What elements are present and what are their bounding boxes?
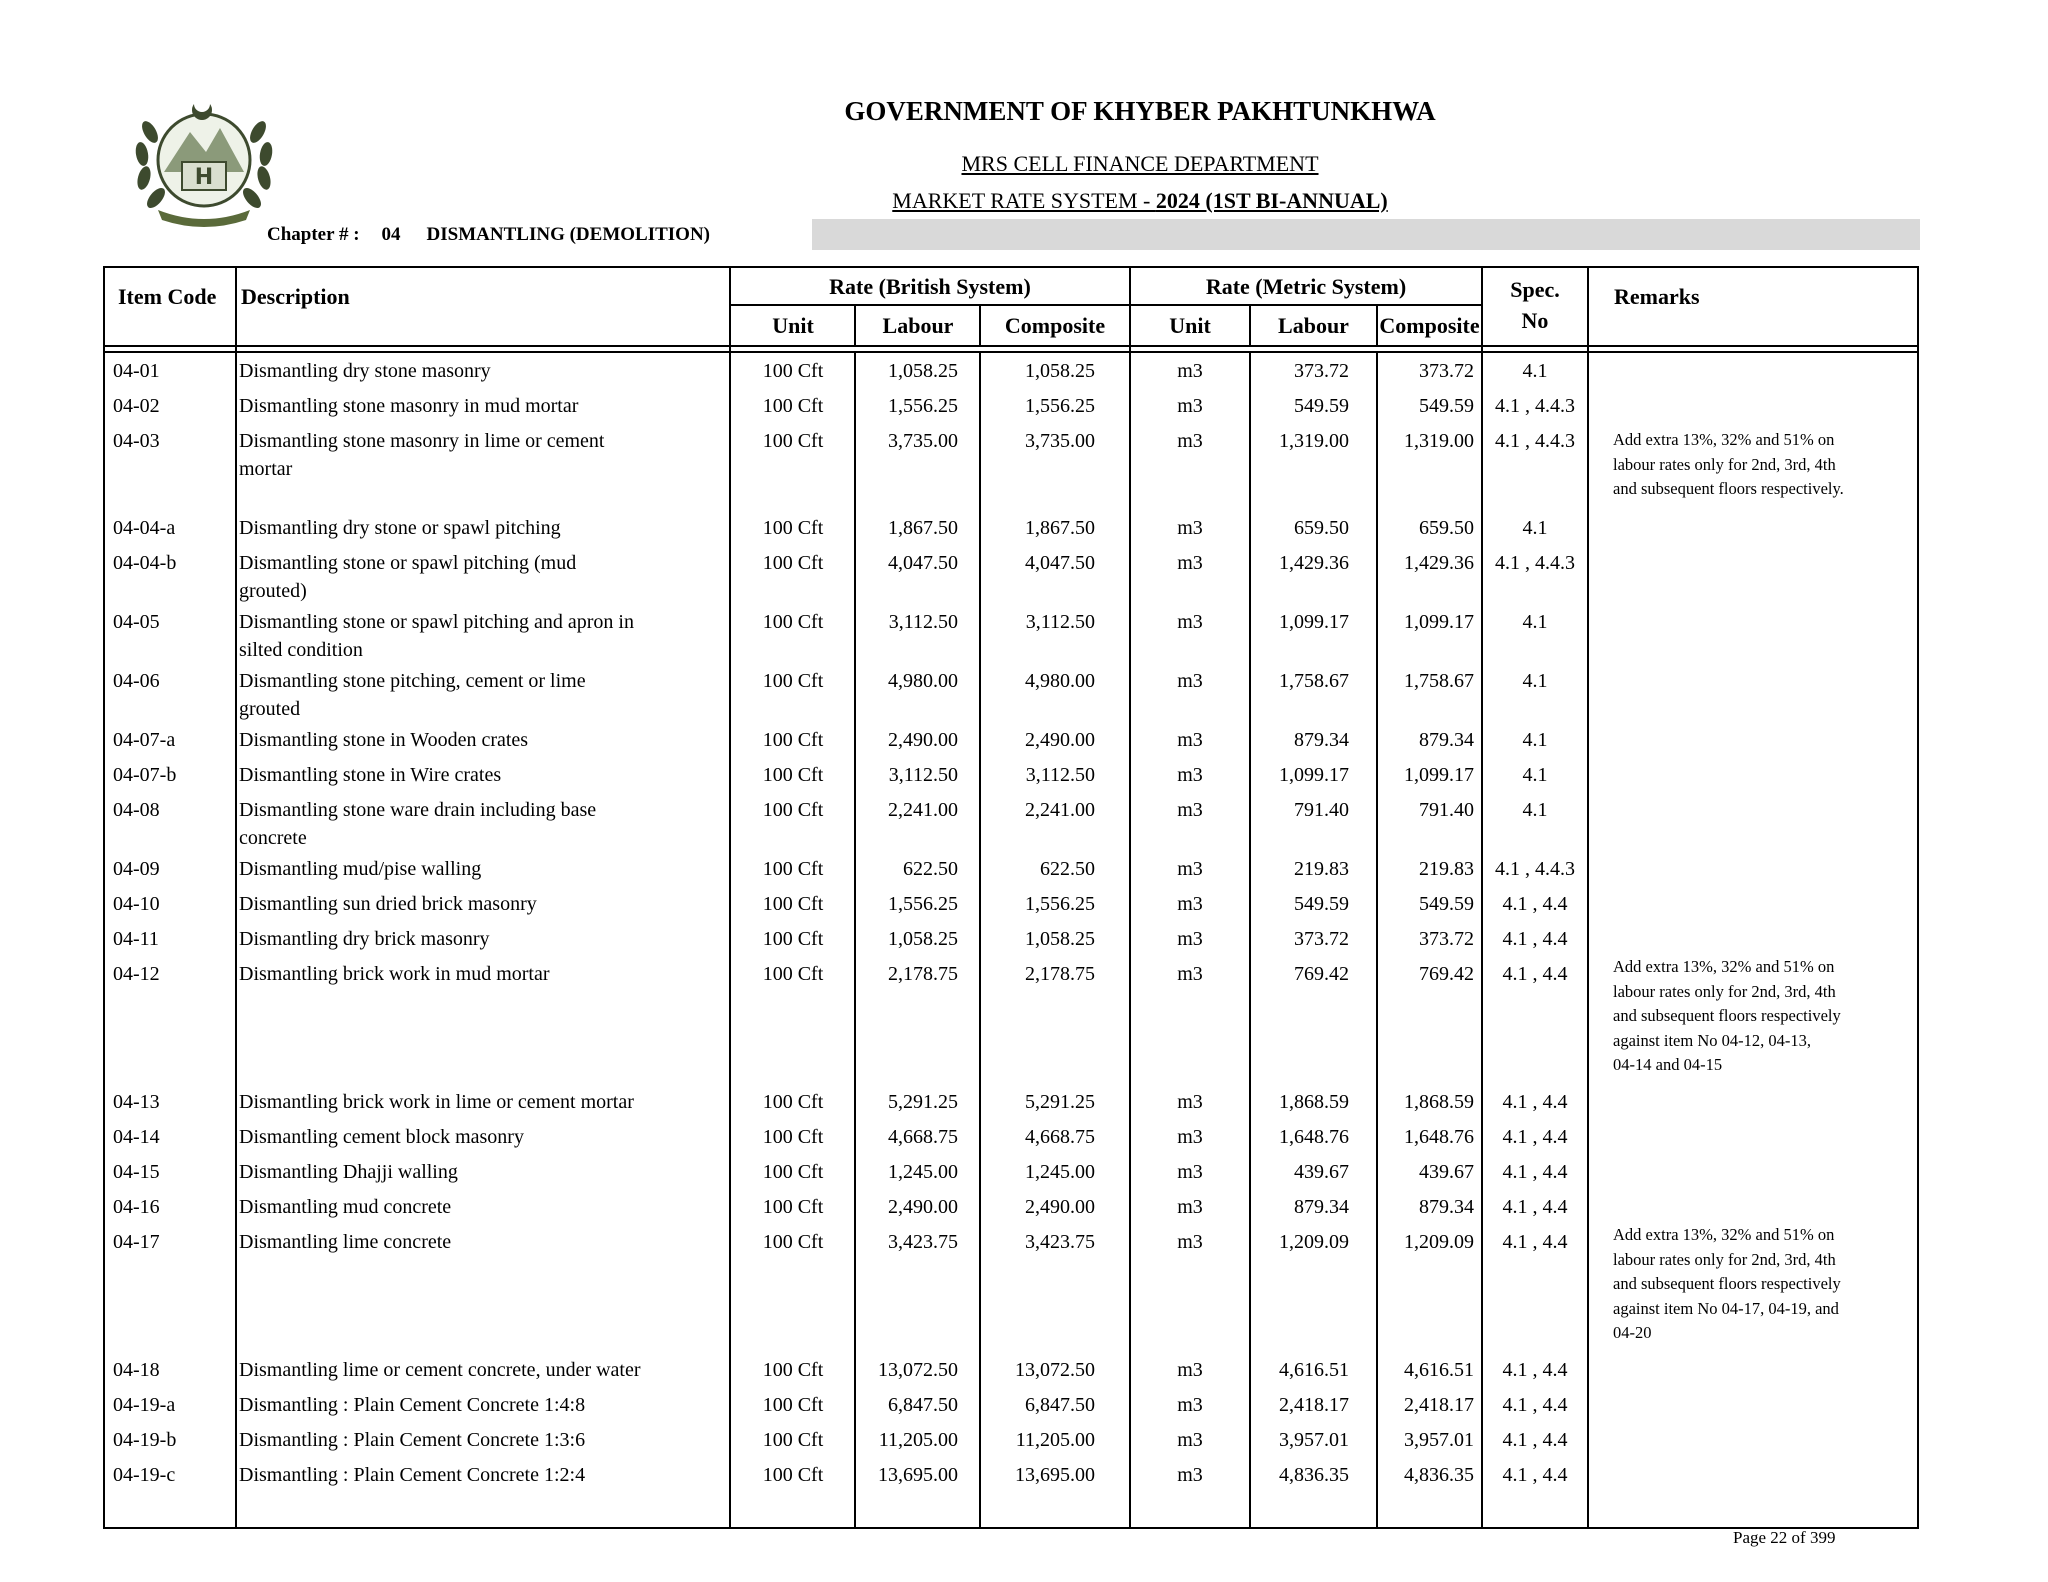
cell-b-labour: 1,556.25: [888, 395, 958, 417]
cell-m-labour: 1,209.09: [1279, 1231, 1349, 1253]
header-description: Description: [241, 284, 350, 309]
cell-code: 04-05: [113, 611, 160, 633]
cell-b-comp: 4,047.50: [1025, 552, 1095, 574]
cell-code: 04-04-a: [113, 517, 176, 539]
cell-m-unit: m3: [1177, 799, 1203, 821]
cell-m-labour: 4,836.35: [1279, 1464, 1349, 1486]
cell-desc: Dismantling stone ware drain including base concrete: [239, 799, 597, 849]
cell-desc: Dismantling sun dried brick masonry: [239, 893, 537, 915]
cell-m-comp: 3,957.01: [1404, 1429, 1474, 1451]
cell-code: 04-15: [113, 1161, 160, 1183]
remark-floors-3: Add extra 13%, 32% and 51% on labour rates only for 2nd, 3rd, 4th and subsequent floors respectively against item No 04-17, 04-19, and 04-20: [1613, 1225, 1841, 1343]
cell-m-comp: 373.72: [1419, 928, 1474, 950]
cell-b-unit: 100 Cft: [762, 1429, 824, 1451]
cell-m-unit: m3: [1177, 893, 1203, 915]
cell-m-comp: 549.59: [1419, 395, 1474, 417]
cell-b-unit: 100 Cft: [762, 729, 824, 751]
cell-b-comp: 3,423.75: [1025, 1231, 1095, 1253]
cell-b-unit: 100 Cft: [762, 1231, 824, 1253]
cell-desc: Dismantling brick work in lime or cement mortar: [239, 1091, 634, 1113]
cell-b-comp: 4,980.00: [1025, 670, 1095, 692]
cell-b-comp: 2,241.00: [1025, 799, 1095, 821]
cell-m-unit: m3: [1177, 430, 1203, 452]
cell-b-labour: 4,980.00: [888, 670, 958, 692]
cell-b-labour: 1,556.25: [888, 893, 958, 915]
cell-desc: Dismantling : Plain Cement Concrete 1:2:4: [239, 1464, 586, 1486]
cell-b-comp: 1,556.25: [1025, 893, 1095, 915]
cell-desc: Dismantling dry brick masonry: [239, 928, 490, 950]
cell-b-labour: 2,490.00: [888, 1196, 958, 1218]
cell-desc: Dismantling stone in Wire crates: [239, 764, 502, 786]
cell-b-unit: 100 Cft: [762, 552, 824, 574]
cell-code: 04-14: [113, 1126, 160, 1148]
cell-m-comp: 1,319.00: [1404, 430, 1474, 452]
cell-b-comp: 2,490.00: [1025, 729, 1095, 751]
cell-b-comp: 1,058.25: [1025, 360, 1095, 382]
cell-desc: Dismantling lime concrete: [239, 1231, 452, 1253]
cell-b-labour: 5,291.25: [888, 1091, 958, 1113]
cell-spec: 4.1 , 4.4: [1502, 1161, 1568, 1183]
cell-desc: Dismantling stone or spawl pitching and apron in silted condition: [239, 611, 634, 661]
cell-spec: 4.1 , 4.4: [1502, 963, 1568, 985]
cell-b-comp: 5,291.25: [1025, 1091, 1095, 1113]
cell-desc: Dismantling stone masonry in mud mortar: [239, 395, 579, 417]
cell-b-labour: 13,072.50: [878, 1359, 958, 1381]
cell-b-labour: 622.50: [903, 858, 958, 880]
cell-m-comp: 879.34: [1419, 729, 1474, 751]
cell-m-comp: 659.50: [1419, 517, 1474, 539]
remark-floors-2: Add extra 13%, 32% and 51% on labour rates only for 2nd, 3rd, 4th and subsequent floors respectively against item No 04-12, 04-13, 04-14 and 04-15: [1613, 957, 1841, 1075]
cell-m-unit: m3: [1177, 1394, 1203, 1416]
cell-spec: 4.1 , 4.4: [1502, 1394, 1568, 1416]
chapter-bar: [812, 219, 1920, 250]
cell-desc: Dismantling stone masonry in lime or cement mortar: [239, 430, 605, 480]
cell-spec: 4.1 , 4.4: [1502, 1126, 1568, 1148]
cell-spec: 4.1 , 4.4: [1502, 1231, 1568, 1253]
cell-code: 04-04-b: [113, 552, 177, 574]
cell-code: 04-13: [113, 1091, 160, 1113]
cell-spec: 4.1: [1522, 729, 1548, 751]
header-item-code: Item Code: [118, 284, 217, 309]
cell-b-labour: 3,112.50: [888, 611, 958, 633]
cell-m-comp: 1,429.36: [1404, 552, 1474, 574]
cell-m-unit: m3: [1177, 1231, 1203, 1253]
cell-m-labour: 1,868.59: [1279, 1091, 1349, 1113]
cell-spec: 4.1: [1522, 799, 1548, 821]
cell-code: 04-09: [113, 858, 160, 880]
cell-code: 04-01: [113, 360, 160, 382]
cell-code: 04-10: [113, 893, 160, 915]
cell-spec: 4.1 , 4.4.3: [1495, 430, 1575, 452]
cell-m-comp: 373.72: [1419, 360, 1474, 382]
cell-b-unit: 100 Cft: [762, 963, 824, 985]
header-metric-unit: Unit: [1169, 313, 1211, 338]
cell-m-labour: 373.72: [1294, 360, 1349, 382]
cell-b-unit: 100 Cft: [762, 1196, 824, 1218]
cell-m-unit: m3: [1177, 552, 1203, 574]
cell-desc: Dismantling brick work in mud mortar: [239, 963, 550, 985]
cell-m-labour: 1,648.76: [1279, 1126, 1349, 1148]
cell-b-unit: 100 Cft: [762, 1464, 824, 1486]
cell-spec: 4.1 , 4.4: [1502, 893, 1568, 915]
kp-government-emblem-icon: [128, 92, 280, 232]
cell-b-comp: 1,556.25: [1025, 395, 1095, 417]
system-period: MARKET RATE SYSTEM - 2024 (1ST BI-ANNUAL): [892, 188, 1388, 213]
cell-m-labour: 791.40: [1294, 799, 1349, 821]
cell-b-comp: 6,847.50: [1025, 1394, 1095, 1416]
cell-m-labour: 1,099.17: [1279, 764, 1349, 786]
cell-b-unit: 100 Cft: [762, 1091, 824, 1113]
cell-b-labour: 1,058.25: [888, 928, 958, 950]
cell-m-unit: m3: [1177, 395, 1203, 417]
cell-m-labour: 549.59: [1294, 395, 1349, 417]
cell-b-comp: 622.50: [1040, 858, 1095, 880]
cell-m-unit: m3: [1177, 1126, 1203, 1148]
cell-b-comp: 1,867.50: [1025, 517, 1095, 539]
cell-spec: 4.1 , 4.4: [1502, 1359, 1568, 1381]
cell-m-labour: 769.42: [1294, 963, 1349, 985]
cell-m-labour: 1,429.36: [1279, 552, 1349, 574]
cell-b-comp: 13,695.00: [1015, 1464, 1095, 1486]
cell-m-unit: m3: [1177, 1359, 1203, 1381]
cell-m-labour: 3,957.01: [1279, 1429, 1349, 1451]
cell-m-comp: 439.67: [1419, 1161, 1474, 1183]
cell-b-comp: 4,668.75: [1025, 1126, 1095, 1148]
cell-spec: 4.1 , 4.4.3: [1495, 395, 1575, 417]
cell-m-unit: m3: [1177, 670, 1203, 692]
cell-b-labour: 6,847.50: [888, 1394, 958, 1416]
cell-b-comp: 3,112.50: [1025, 611, 1095, 633]
cell-m-unit: m3: [1177, 517, 1203, 539]
page-title: GOVERNMENT OF KHYBER PAKHTUNKHWA: [844, 96, 1436, 126]
cell-b-unit: 100 Cft: [762, 611, 824, 633]
cell-m-comp: 791.40: [1419, 799, 1474, 821]
cell-m-labour: 879.34: [1294, 729, 1349, 751]
cell-b-labour: 1,867.50: [888, 517, 958, 539]
cell-m-labour: 1,319.00: [1279, 430, 1349, 452]
cell-m-labour: 879.34: [1294, 1196, 1349, 1218]
cell-code: 04-12: [113, 963, 160, 985]
cell-spec: 4.1 , 4.4.3: [1495, 858, 1575, 880]
cell-m-labour: 1,099.17: [1279, 611, 1349, 633]
cell-spec: 4.1 , 4.4: [1502, 928, 1568, 950]
cell-spec: 4.1: [1522, 360, 1548, 382]
cell-code: 04-19-a: [113, 1394, 176, 1416]
cell-code: 04-16: [113, 1196, 160, 1218]
cell-desc: Dismantling dry stone masonry: [239, 360, 491, 382]
cell-m-comp: 2,418.17: [1404, 1394, 1474, 1416]
cell-desc: Dismantling cement block masonry: [239, 1126, 524, 1148]
cell-b-labour: 3,423.75: [888, 1231, 958, 1253]
cell-b-unit: 100 Cft: [762, 1161, 824, 1183]
cell-desc: Dismantling : Plain Cement Concrete 1:3:6: [239, 1429, 586, 1451]
cell-m-unit: m3: [1177, 1429, 1203, 1451]
cell-b-labour: 4,668.75: [888, 1126, 958, 1148]
cell-m-unit: m3: [1177, 858, 1203, 880]
cell-m-comp: 1,868.59: [1404, 1091, 1474, 1113]
header-british-composite: Composite: [1004, 313, 1106, 338]
cell-code: 04-06: [113, 670, 160, 692]
cell-b-unit: 100 Cft: [762, 799, 824, 821]
cell-code: 04-11: [113, 928, 159, 950]
cell-b-unit: 100 Cft: [762, 1394, 824, 1416]
cell-b-unit: 100 Cft: [762, 670, 824, 692]
cell-b-comp: 2,490.00: [1025, 1196, 1095, 1218]
cell-m-unit: m3: [1177, 764, 1203, 786]
cell-m-unit: m3: [1177, 928, 1203, 950]
cell-m-unit: m3: [1177, 1196, 1203, 1218]
cell-code: 04-19-c: [113, 1464, 176, 1486]
header-spec: Spec.: [1510, 277, 1560, 302]
cell-b-comp: 2,178.75: [1025, 963, 1095, 985]
cell-code: 04-07-a: [113, 729, 176, 751]
header-spec-no: No: [1521, 308, 1549, 333]
page-number: Page 22 of 399: [1733, 1528, 1836, 1547]
cell-m-comp: 549.59: [1419, 893, 1474, 915]
cell-desc: Dismantling lime or cement concrete, under water: [239, 1359, 641, 1381]
cell-m-unit: m3: [1177, 1161, 1203, 1183]
cell-m-comp: 1,648.76: [1404, 1126, 1474, 1148]
cell-m-comp: 1,099.17: [1404, 764, 1474, 786]
cell-m-comp: 219.83: [1419, 858, 1474, 880]
cell-b-labour: 2,490.00: [888, 729, 958, 751]
cell-m-comp: 1,758.67: [1404, 670, 1474, 692]
cell-b-comp: 1,245.00: [1025, 1161, 1095, 1183]
remark-floors-1: Add extra 13%, 32% and 51% on labour rates only for 2nd, 3rd, 4th and subsequent floors respectively.: [1613, 430, 1844, 499]
cell-b-unit: 100 Cft: [762, 517, 824, 539]
cell-desc: Dismantling mud/pise walling: [239, 858, 482, 880]
cell-spec: 4.1: [1522, 764, 1548, 786]
cell-desc: Dismantling mud concrete: [239, 1196, 452, 1218]
cell-spec: 4.1 , 4.4.3: [1495, 552, 1575, 574]
cell-m-unit: m3: [1177, 1091, 1203, 1113]
department-name: MRS CELL FINANCE DEPARTMENT: [961, 151, 1319, 176]
cell-code: 04-18: [113, 1359, 160, 1381]
header-british-system: Rate (British System): [829, 274, 1031, 299]
cell-desc: Dismantling stone or spawl pitching (mud grouted): [239, 552, 577, 602]
cell-b-comp: 1,058.25: [1025, 928, 1095, 950]
cell-code: 04-02: [113, 395, 160, 417]
cell-m-unit: m3: [1177, 360, 1203, 382]
cell-b-unit: 100 Cft: [762, 360, 824, 382]
cell-b-labour: 3,735.00: [888, 430, 958, 452]
cell-b-unit: 100 Cft: [762, 764, 824, 786]
cell-m-labour: 4,616.51: [1279, 1359, 1349, 1381]
cell-desc: Dismantling : Plain Cement Concrete 1:4:8: [239, 1394, 586, 1416]
cell-b-unit: 100 Cft: [762, 395, 824, 417]
header-british-labour: Labour: [882, 313, 954, 338]
cell-m-comp: 4,836.35: [1404, 1464, 1474, 1486]
cell-spec: 4.1: [1522, 670, 1548, 692]
cell-b-labour: 13,695.00: [878, 1464, 958, 1486]
cell-m-labour: 373.72: [1294, 928, 1349, 950]
cell-spec: 4.1 , 4.4: [1502, 1196, 1568, 1218]
cell-m-unit: m3: [1177, 729, 1203, 751]
cell-b-labour: 11,205.00: [878, 1429, 958, 1451]
cell-b-labour: 1,058.25: [888, 360, 958, 382]
cell-spec: 4.1 , 4.4: [1502, 1091, 1568, 1113]
cell-m-labour: 439.67: [1294, 1161, 1349, 1183]
cell-b-comp: 13,072.50: [1015, 1359, 1095, 1381]
cell-m-labour: 659.50: [1294, 517, 1349, 539]
cell-m-comp: 1,099.17: [1404, 611, 1474, 633]
cell-b-comp: 3,112.50: [1025, 764, 1095, 786]
cell-b-labour: 4,047.50: [888, 552, 958, 574]
cell-m-labour: 2,418.17: [1279, 1394, 1349, 1416]
cell-m-labour: 549.59: [1294, 893, 1349, 915]
cell-desc: Dismantling dry stone or spawl pitching: [239, 517, 561, 539]
header-metric-labour: Labour: [1278, 313, 1349, 338]
cell-b-unit: 100 Cft: [762, 1359, 824, 1381]
cell-b-labour: 2,178.75: [888, 963, 958, 985]
cell-b-unit: 100 Cft: [762, 858, 824, 880]
cell-code: 04-17: [113, 1231, 160, 1253]
cell-m-unit: m3: [1177, 1464, 1203, 1486]
cell-code: 04-07-b: [113, 764, 177, 786]
cell-m-comp: 879.34: [1419, 1196, 1474, 1218]
cell-m-labour: 1,758.67: [1279, 670, 1349, 692]
cell-desc: Dismantling stone in Wooden crates: [239, 729, 529, 751]
cell-b-labour: 2,241.00: [888, 799, 958, 821]
svg-text:H: H: [194, 165, 214, 190]
cell-b-labour: 1,245.00: [888, 1161, 958, 1183]
cell-m-comp: 4,616.51: [1404, 1359, 1474, 1381]
cell-code: 04-08: [113, 799, 160, 821]
cell-b-comp: 3,735.00: [1025, 430, 1095, 452]
cell-m-labour: 219.83: [1294, 858, 1349, 880]
cell-m-unit: m3: [1177, 611, 1203, 633]
header-remarks: Remarks: [1614, 284, 1700, 309]
cell-spec: 4.1 , 4.4: [1502, 1464, 1568, 1486]
header-british-unit: Unit: [772, 313, 814, 338]
chapter-heading: Chapter # : 04 DISMANTLING (DEMOLITION): [267, 224, 710, 245]
cell-code: 04-19-b: [113, 1429, 177, 1451]
cell-code: 04-03: [113, 430, 160, 452]
cell-b-labour: 3,112.50: [888, 764, 958, 786]
cell-spec: 4.1: [1522, 517, 1548, 539]
cell-b-unit: 100 Cft: [762, 1126, 824, 1148]
cell-m-comp: 1,209.09: [1404, 1231, 1474, 1253]
cell-spec: 4.1: [1522, 611, 1548, 633]
header-metric-composite: Composite: [1379, 313, 1480, 338]
cell-b-comp: 11,205.00: [1015, 1429, 1095, 1451]
cell-b-unit: 100 Cft: [762, 928, 824, 950]
cell-desc: Dismantling stone pitching, cement or lime grouted: [239, 670, 586, 720]
cell-b-unit: 100 Cft: [762, 893, 824, 915]
header-metric-system: Rate (Metric System): [1205, 274, 1407, 299]
cell-spec: 4.1 , 4.4: [1502, 1429, 1568, 1451]
cell-m-comp: 769.42: [1419, 963, 1474, 985]
cell-b-unit: 100 Cft: [762, 430, 824, 452]
cell-m-unit: m3: [1177, 963, 1203, 985]
cell-desc: Dismantling Dhajji walling: [239, 1161, 458, 1183]
